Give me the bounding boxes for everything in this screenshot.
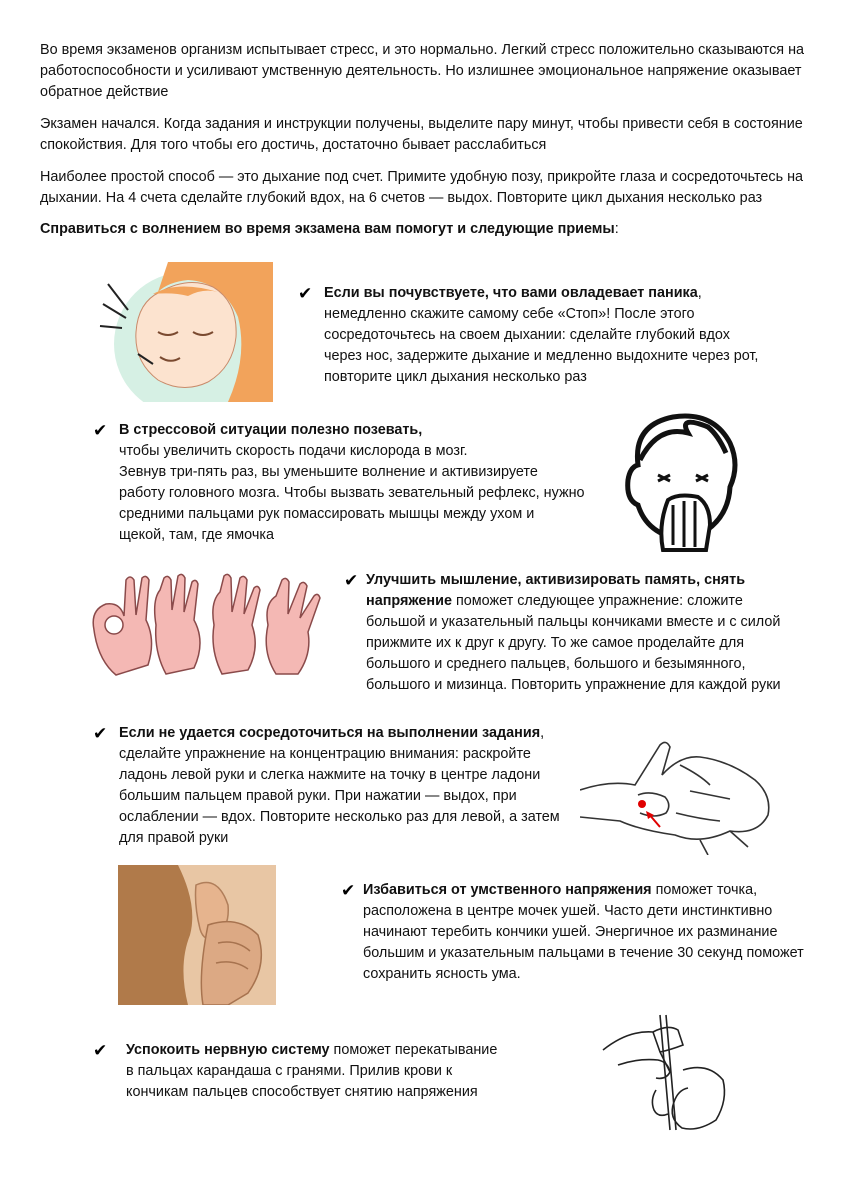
tip-earlobe-line: расположена в центре мочек ушей. Часто дети инстинктивно [363, 903, 773, 919]
section-heading [40, 219, 820, 240]
tip-yawn-line: средними пальцами рук помассировать мышцы между ухом и [119, 506, 535, 522]
tip-panic-title-comma: , [697, 285, 702, 301]
tip-yawn-line: Зевнув три-пять раз, вы уменьшите волнение и активизируете [119, 464, 538, 480]
tip-memory-line: поможет следующее упражнение: сложите [451, 593, 743, 609]
tip-pencil-line: поможет перекатывание [329, 1042, 498, 1058]
yawning-boy-illustration [618, 405, 748, 555]
section-heading-colon: : [614, 221, 619, 237]
tip-panic [298, 283, 818, 388]
tip-pencil-title: Успокоить нервную систему [126, 1042, 330, 1058]
tip-memory-line: прижмите их к друг к другу. То же самое проделайте для [366, 635, 745, 651]
tip-memory-line: большого и среднего пальцев, большого и безымянного, [366, 656, 746, 672]
tip-panic-line: сосредоточьтесь на своем дыхании: сделайте глубокий вдох [324, 327, 730, 343]
tip-yawn-line: чтобы увеличить скорость подачи кислорода в мозг. [119, 443, 468, 459]
intro-paragraph-3: Наиболее простой способ — это дыхание под счет. Примите удобную позу, прикройте глаза и сосредоточьтесь на дыхании. На 4 счета сделайте глубокий вдох, на 6 счетов — выдох. Повторите цикл дыхания несколько раз [40, 169, 804, 206]
tip-panic-line: через нос, задержите дыхание и медленно выдохните через рот, [324, 348, 759, 364]
checkmark-icon: ✔ [93, 421, 108, 440]
tip-panic-title: Если вы почувствуете, что вами овладевает паника [324, 285, 698, 301]
section-heading-text: Справиться с волнением во время экзамена вам помогут и следующие приемы [40, 221, 615, 237]
palm-pressure-point-illustration [580, 735, 775, 855]
intro-paragraph-2: Экзамен начался. Когда задания и инструкции получены, выделите пару минут, чтобы привести себя в состояние спокойствия. Для того чтобы его достичь, достаточно бывает расслабиться [40, 116, 803, 153]
pencil-rolling-hands-illustration [598, 1010, 733, 1135]
tip-concentration-line: ладонь левой руки и слегка нажмите на точку в центре ладони [119, 767, 541, 783]
tip-memory-line: большой и указательный пальцы кончиками вместе и с силой [366, 614, 781, 630]
tip-memory-title: Улучшить мышление, активизировать память, снять [366, 572, 746, 588]
checkmark-icon: ✔ [341, 881, 356, 900]
checkmark-icon: ✔ [344, 571, 359, 590]
tip-earlobe-line: сохранить ясность ума. [363, 966, 521, 982]
tip-pencil-line: кончикам пальцев способствует снятию напряжения [126, 1084, 478, 1100]
tip-yawn-line: работу головного мозга. Чтобы вызвать зевательный рефлекс, нужно [119, 485, 585, 501]
tip-memory-title-cont: напряжение [366, 593, 452, 609]
checkmark-icon: ✔ [93, 724, 108, 743]
tip-memory [344, 570, 814, 696]
breathing-girl-illustration [98, 262, 273, 402]
tip-concentration-title-comma: , [540, 725, 545, 741]
tip-memory-line: большого и мизинца. Повторить упражнение для каждой руки [366, 677, 781, 693]
tip-concentration [93, 723, 573, 849]
tip-earlobe-line: большим и указательным пальцами в течение 30 секунд поможет [363, 945, 804, 961]
finger-exercise-hands-illustration [86, 570, 331, 685]
checkmark-icon: ✔ [298, 284, 313, 303]
tip-earlobe [341, 880, 821, 985]
tip-pencil [93, 1040, 513, 1103]
tip-yawn-title: В стрессовой ситуации полезно позевать, [119, 422, 423, 438]
tip-panic-line: повторите цикл дыхания несколько раз [324, 369, 587, 385]
earlobe-massage-photo [118, 865, 276, 1005]
tip-earlobe-line: начинают теребить кончики ушей. Энергичное их разминание [363, 924, 778, 940]
tip-concentration-line: большим пальцем правой руки. При нажатии — выдох, при [119, 788, 517, 804]
tip-pencil-line: в пальцах карандаша с гранями. Прилив крови к [126, 1063, 453, 1079]
tip-earlobe-line: поможет точка, [651, 882, 758, 898]
checkmark-icon: ✔ [93, 1041, 108, 1060]
tip-concentration-line: для правой руки [119, 830, 229, 846]
tip-earlobe-title: Избавиться от умственного напряжения [363, 882, 652, 898]
intro-paragraph-1: Во время экзаменов организм испытывает стресс, и это нормально. Легкий стресс положительно сказываются на работоспособности и усиливают умственную деятельность. Но излишнее эмоциональное напряжение оказывает обратное действие [40, 42, 805, 100]
tip-yawn [93, 420, 603, 546]
tip-yawn-line: щекой, там, где ямочка [119, 527, 274, 543]
tip-concentration-line: сделайте упражнение на концентрацию внимания: раскройте [119, 746, 531, 762]
tip-concentration-line: ослаблении — вдох. Повторите несколько раз для левой, а затем [119, 809, 560, 825]
tip-concentration-title: Если не удается сосредоточиться на выполнении задания [119, 725, 541, 741]
tip-panic-line: немедленно скажите самому себе «Стоп»! После этого [324, 306, 695, 322]
